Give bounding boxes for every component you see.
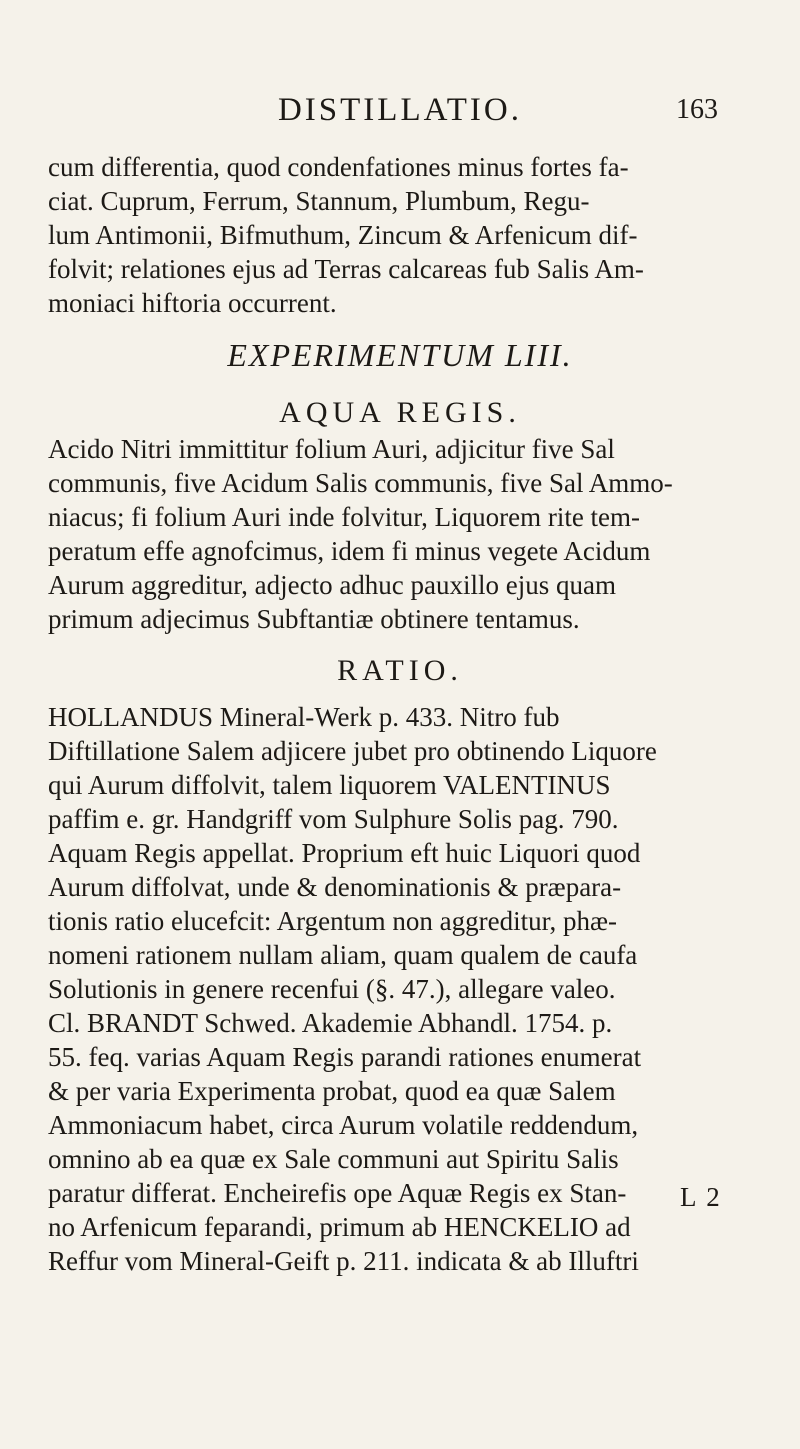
page-number: 163 xyxy=(676,94,718,125)
text-line: paffim e. gr. Handgriff vom Sulphure Solis pag. 790. xyxy=(48,804,619,834)
text-line: paratur differat. Encheirefis ope Aquæ Regis ex Stan- xyxy=(48,1178,627,1208)
text-line: peratum effe agnofcimus, idem fi minus vegete Acidum xyxy=(48,536,651,566)
paragraph-2 xyxy=(48,432,768,636)
text-line: 55. feq. varias Aquam Regis parandi rationes enumerat xyxy=(48,1042,642,1072)
text-line: primum adjecimus Subftantiæ obtinere tentamus. xyxy=(48,604,580,634)
running-title: DISTILLATIO. xyxy=(277,92,523,128)
text-line: HOLLANDUS Mineral-Werk p. 433. Nitro fub xyxy=(48,702,560,732)
text-line: communis, five Acidum Salis communis, five Sal Ammo- xyxy=(48,468,673,498)
text-line: nomeni rationem nullam aliam, quam qualem de caufa xyxy=(48,940,638,970)
text-line: Ammoniacum habet, circa Aurum volatile reddendum, xyxy=(48,1110,639,1140)
text-line: ciat. Cuprum, Ferrum, Stannum, Plumbum, Regu- xyxy=(48,186,590,216)
text-line: Diftillatione Salem adjicere jubet pro obtinendo Liquore xyxy=(48,736,657,766)
text-line: no Arfenicum feparandi, primum ab HENCKELIO ad xyxy=(48,1212,631,1242)
text-line: Aquam Regis appellat. Proprium eft huic Liquori quod xyxy=(48,838,641,868)
ratio-heading: RATIO. xyxy=(337,654,463,687)
section-heading: AQUA REGIS. xyxy=(279,396,521,429)
text-line: Reffur vom Mineral-Geift p. 211. indicata & ab Illuftri xyxy=(48,1246,639,1276)
text-line: tionis ratio elucefcit: Argentum non aggreditur, phæ- xyxy=(48,906,618,936)
text-line: lum Antimonii, Bifmuthum, Zincum & Arfenicum dif- xyxy=(48,220,638,250)
text-line: cum differentia, quod condenfationes minus fortes fa- xyxy=(48,152,629,182)
text-line: Solutionis in genere recenfui (§. 47.), allegare valeo. xyxy=(48,974,616,1004)
text-line: omnino ab ea quæ ex Sale communi aut Spiritu Salis xyxy=(48,1144,619,1174)
text-line: & per varia Experimenta probat, quod ea quæ Salem xyxy=(48,1076,616,1106)
text-line: moniaci hiftoria occurrent. xyxy=(48,288,337,318)
experiment-heading: EXPERIMENTUM LIII. xyxy=(227,337,573,373)
text-line: Aurum aggreditur, adjecto adhuc pauxillo ejus quam xyxy=(48,570,617,600)
signature-mark: L 2 xyxy=(680,1182,722,1212)
text-line: Acido Nitri immittitur folium Auri, adjicitur five Sal xyxy=(48,434,615,464)
paragraph-3 xyxy=(48,700,768,1278)
text-line: Aurum diffolvat, unde & denominationis & præpara- xyxy=(48,872,622,902)
text-line: niacus; fi folium Auri inde folvitur, Liquorem rite tem- xyxy=(48,502,641,532)
paragraph-1 xyxy=(48,150,768,320)
text-line: qui Aurum diffolvit, talem liquorem VALENTINUS xyxy=(48,770,611,800)
running-head xyxy=(0,92,800,132)
text-line: folvit; relationes ejus ad Terras calcareas fub Salis Am- xyxy=(48,254,644,284)
text-line: Cl. BRANDT Schwed. Akademie Abhandl. 1754. p. xyxy=(48,1008,613,1038)
